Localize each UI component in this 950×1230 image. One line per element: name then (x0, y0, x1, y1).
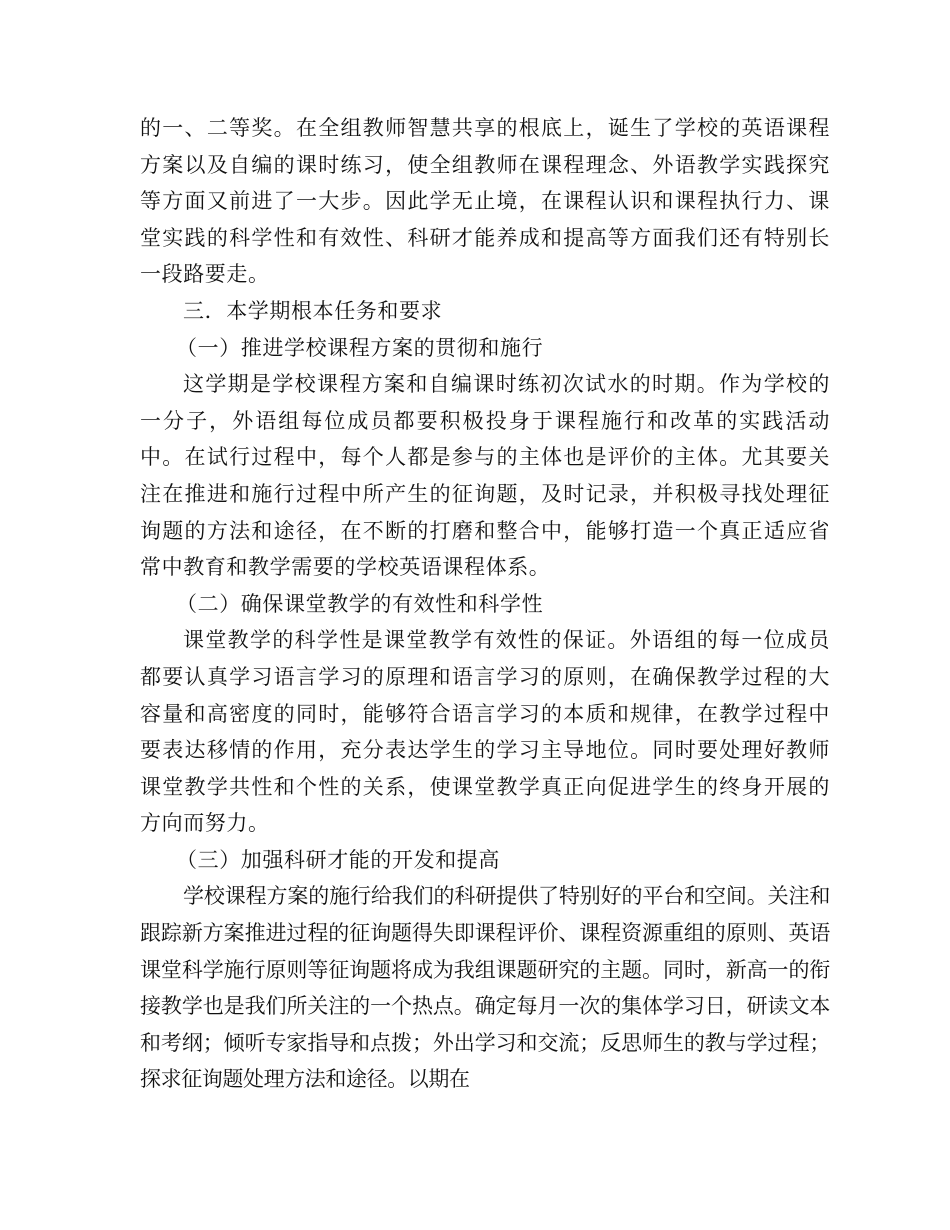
paragraph-curriculum: 这学期是学校课程方案和自编课时练初次试水的时期。作为学校的一分子，外语组每位成员都要积极投身于课程施行和改革的实践活动中。在试行过程中，每个人都是参与的主体也是评价的主体。尤其要关注在推进和施行过程中所产生的征询题，及时记录，并积极寻找处理征询题的方法和途径，在不断的打磨和整合中，能够打造一个真正适应省常中教育和教学需要的学校英语课程体系。 (140, 372, 830, 580)
section-heading-3: 三．本学期根本任务和要求 (183, 298, 443, 323)
paragraph-research: 学校课程方案的施行给我们的科研提供了特别好的平台和空间。关注和跟踪新方案推进过程的征询题得失即课程评价、课程资源重组的原则、英语课堂科学施行原则等征询题将成为我组课题研究的主题。同时，新高一的衔接教学也是我们所关注的一个热点。确定每月一次的集体学习日，研读文本和考纲；倾听专家指导和点拨；外出学习和交流；反思师生的教与学过程；探求征询题处理方法和途径。以期在 (140, 884, 830, 1092)
subheading-1: （一）推进学校课程方案的贯彻和施行 (176, 335, 544, 360)
document-body (140, 110, 830, 1098)
subheading-2: （二）确保课堂教学的有效性和科学性 (176, 591, 544, 616)
subheading-3: （三）加强科研才能的开发和提高 (176, 847, 500, 872)
paragraph-classroom: 课堂教学的科学性是课堂教学有效性的保证。外语组的每一位成员都要认真学习语言学习的原理和语言学习的原则，在确保教学过程的大容量和高密度的同时，能够符合语言学习的本质和规律，在教学过程中要表达移情的作用，充分表达学生的学习主导地位。同时要处理好教师课堂教学共性和个性的关系，使课堂教学真正向促进学生的终身开展的方向而努力。 (140, 628, 830, 836)
paragraph-continuation: 的一、二等奖。在全组教师智慧共享的根底上，诞生了学校的英语课程方案以及自编的课时练习，使全组教师在课程理念、外语教学实践探究等方面又前进了一大步。因此学无止境，在课程认识和课程执行力、课堂实践的科学性和有效性、科研才能养成和提高等方面我们还有特别长一段路要走。 (140, 116, 830, 287)
